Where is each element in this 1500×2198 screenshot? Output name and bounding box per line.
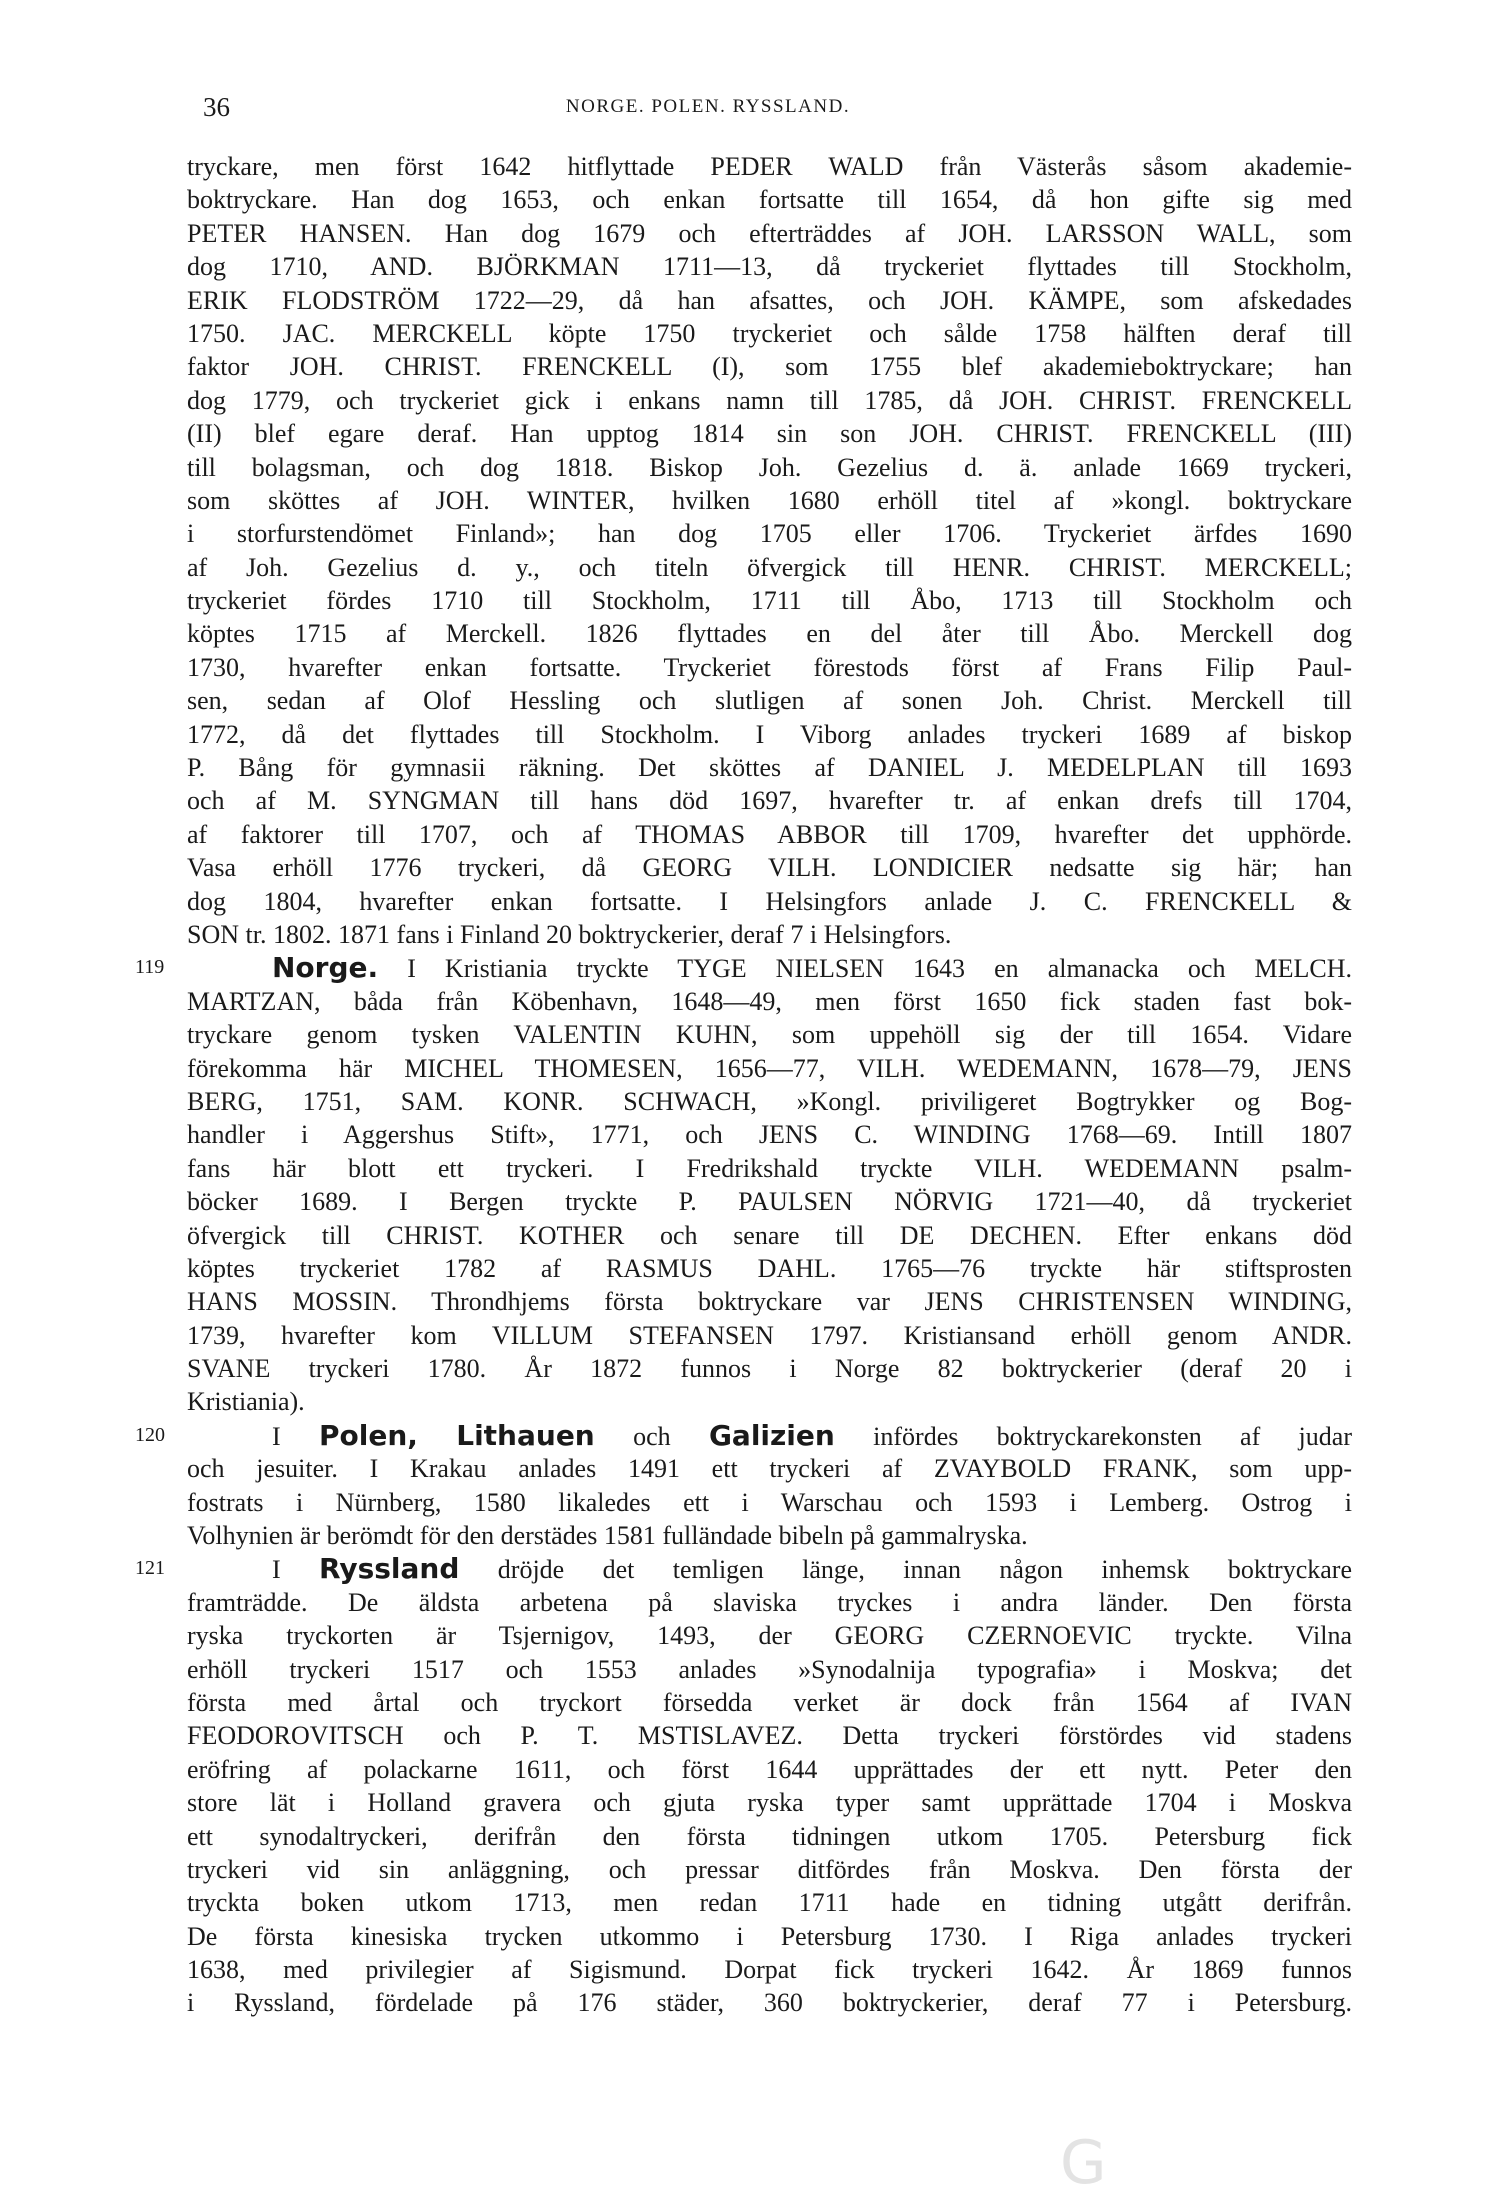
section-number: 121 — [135, 1557, 165, 1580]
text-line: 1739, hvarefter kom VILLUM STEFANSEN 1797. Kristiansand erhöll genom ANDR. — [187, 1320, 1352, 1350]
section-norge-line: 119 Norge. I Kristiania tryckte TYGE NIELSEN 1643 en almanacka och MELCH. — [135, 951, 1353, 985]
text-line: eröfring af polackarne 1611, och först 1644 upprättades der ett nytt. Peter den — [187, 1754, 1352, 1784]
text-line: FEODOROVITSCH och P. T. MSTISLAVEZ. Detta tryckeri förstördes vid stadens — [187, 1721, 1352, 1751]
section-heading-lithauen: Lithauen — [456, 1418, 595, 1452]
text-line: ERIK FLODSTRÖM 1722—29, då han afsattes, och JOH. KÄMPE, som afskedades — [187, 285, 1352, 315]
text-line: SVANE tryckeri 1780. År 1872 funnos i Norge 82 boktryckerier (deraf 20 i — [187, 1354, 1352, 1384]
text-line: 1772, då det flyttades till Stockholm. I Viborg anlades tryckeri 1689 af biskop — [187, 719, 1352, 749]
text-line: i Ryssland, fördelade på 176 städer, 360 boktryckerier, deraf 77 i Petersburg. — [187, 1988, 1352, 2018]
text-line: 1730, hvarefter enkan fortsatte. Tryckeriet förestods först af Frans Filip Paul- — [187, 652, 1352, 682]
text-line: öfvergick till CHRIST. KOTHER och senare till DE DECHEN. Efter enkans död — [187, 1220, 1352, 1250]
section-ryssland-line: 121 I Ryssland dröjde det temligen länge, innan någon inhemsk boktryckare — [135, 1552, 1352, 1586]
text-line: De första kinesiska trycken utkommo i Petersburg 1730. I Riga anlades tryckeri — [187, 1921, 1352, 1951]
text-line: tryckare genom tysken VALENTIN KUHN, som uppehöll sig der till 1654. Vidare — [187, 1020, 1352, 1050]
text-line: köptes tryckeriet 1782 af RASMUS DAHL. 1765—76 tryckte här stiftsprosten — [187, 1253, 1352, 1283]
text-line: första med årtal och tryckort försedda verket är dock från 1564 af IVAN — [187, 1687, 1352, 1717]
text-line: dog 1779, och tryckeriet gick i enkans namn till 1785, då JOH. CHRIST. FRENCKELL — [187, 385, 1352, 415]
text-line: dog 1804, hvarefter enkan fortsatte. I Helsingfors anlade J. C. FRENCKELL & — [187, 886, 1352, 916]
text-line: i storfurstendömet Finland»; han dog 1705 eller 1706. Tryckeriet ärfdes 1690 — [187, 519, 1352, 549]
section-heading-ryssland: Ryssland — [319, 1552, 460, 1586]
text-line: af faktorer till 1707, och af THOMAS ABBOR till 1709, hvarefter det upphörde. — [187, 819, 1352, 849]
text-line: BERG, 1751, SAM. KONR. SCHWACH, »Kongl. priviligeret Bogtrykker og Bog- — [187, 1086, 1352, 1116]
text-line: ett synodaltryckeri, derifrån den första tidningen utkom 1705. Petersburg fick — [187, 1821, 1352, 1851]
text-line: Vasa erhöll 1776 tryckeri, då GEORG VILH. LONDICIER nedsatte sig här; han — [187, 853, 1352, 883]
section-polen-line: 120 I Polen, Lithauen och Galizien infördes boktryckarekonsten af judar — [135, 1418, 1352, 1452]
text-line: MARTZAN, båda från Köbenhavn, 1648—49, men först 1650 fick staden fast bok- — [187, 986, 1352, 1016]
running-head-title: NORGE. POLEN. RYSSLAND. — [565, 96, 851, 117]
section-number: 119 — [135, 956, 165, 979]
text-line: tryckeri vid sin anläggning, och pressar ditfördes från Moskva. Den första der — [187, 1854, 1352, 1884]
text-line: store lät i Holland gravera och gjuta ryska typer samt upprättade 1704 i Moskva — [187, 1788, 1352, 1818]
text-line: tryckeriet fördes 1710 till Stockholm, 1711 till Åbo, 1713 till Stockholm och — [187, 586, 1352, 616]
text-line: HANS MOSSIN. Throndhjems första boktryckare var JENS CHRISTENSEN WINDING, — [187, 1287, 1352, 1317]
text-line: 1750. JAC. MERCKELL köpte 1750 tryckeriet och sålde 1758 hälften deraf till — [187, 318, 1352, 348]
text-line: SON tr. 1802. 1871 fans i Finland 20 boktryckerier, deraf 7 i Helsingfors. — [187, 919, 952, 949]
text-line: P. Bång för gymnasii räkning. Det sköttes af DANIEL J. MEDELPLAN till 1693 — [187, 753, 1352, 783]
text-line: PETER HANSEN. Han dog 1679 och efterträddes af JOH. LARSSON WALL, som — [187, 218, 1352, 248]
text-line: fostrats i Nürnberg, 1580 likaledes ett i Warschau och 1593 i Lemberg. Ostrog i — [187, 1487, 1352, 1517]
running-head — [203, 92, 1353, 122]
body-text — [135, 150, 1353, 2020]
watermark-fragment: G — [1060, 2128, 1107, 2198]
text-line: till bolagsman, och dog 1818. Biskop Joh. Gezelius d. ä. anlade 1669 tryckeri, — [187, 452, 1352, 482]
text-line: af Joh. Gezelius d. y., och titeln öfvergick till HENR. CHRIST. MERCKELL; — [187, 552, 1352, 582]
text-line: framträdde. De äldsta arbetena på slaviska tryckes i andra länder. Den första — [187, 1587, 1352, 1617]
text-line: sen, sedan af Olof Hessling och slutligen af sonen Joh. Christ. Merckell till — [187, 686, 1352, 716]
text-line: böcker 1689. I Bergen tryckte P. PAULSEN NÖRVIG 1721—40, då tryckeriet — [187, 1187, 1352, 1217]
text-line: fans här blott ett tryckeri. I Fredrikshald tryckte VILH. WEDEMANN psalm- — [187, 1153, 1352, 1183]
text-line: Kristiania). — [187, 1387, 305, 1417]
text-line: dog 1710, AND. BJÖRKMAN 1711—13, då tryckeriet flyttades till Stockholm, — [187, 252, 1352, 282]
text-line: Volhynien är berömdt för den derstädes 1581 fulländade bibeln på gammalryska. — [187, 1521, 1028, 1551]
section-number: 120 — [135, 1423, 165, 1446]
text-line: och af M. SYNGMAN till hans död 1697, hvarefter tr. af enkan drefs till 1704, — [187, 786, 1352, 816]
text-line: som sköttes af JOH. WINTER, hvilken 1680 erhöll titel af »kongl. boktryckare — [187, 485, 1352, 515]
text-line: och jesuiter. I Krakau anlades 1491 ett tryckeri af ZVAYBOLD FRANK, som upp- — [187, 1454, 1352, 1484]
text-line: köptes 1715 af Merckell. 1826 flyttades en del åter till Åbo. Merckell dog — [187, 619, 1352, 649]
text-line: tryckta boken utkom 1713, men redan 1711 hade en tidning utgått derifrån. — [187, 1888, 1352, 1918]
section-heading-norge: Norge. — [272, 951, 379, 985]
text-line: ryska tryckorten är Tsjernigov, 1493, der GEORG CZERNOEVIC tryckte. Vilna — [187, 1621, 1352, 1651]
page-number: 36 — [203, 92, 230, 122]
text-line: handler i Aggershus Stift», 1771, och JENS C. WINDING 1768—69. Intill 1807 — [187, 1120, 1352, 1150]
section-heading-polen: Polen, — [318, 1418, 418, 1452]
section-heading-galizien: Galizien — [708, 1418, 835, 1452]
text-line: 1638, med privilegier af Sigismund. Dorpat fick tryckeri 1642. År 1869 funnos — [187, 1955, 1352, 1985]
text-line: faktor JOH. CHRIST. FRENCKELL (I), som 1755 blef akademieboktryckare; han — [187, 352, 1352, 382]
text-line: förekomma här MICHEL THOMESEN, 1656—77, VILH. WEDEMANN, 1678—79, JENS — [187, 1053, 1352, 1083]
text-line: (II) blef egare deraf. Han upptog 1814 sin son JOH. CHRIST. FRENCKELL (III) — [187, 419, 1352, 449]
text-line: boktryckare. Han dog 1653, och enkan fortsatte till 1654, då hon gifte sig med — [187, 185, 1352, 215]
text-line: erhöll tryckeri 1517 och 1553 anlades »Synodalnija typografia» i Moskva; det — [187, 1654, 1352, 1684]
text-line: tryckare, men först 1642 hitflyttade PEDER WALD från Västerås såsom akademie- — [187, 152, 1352, 181]
